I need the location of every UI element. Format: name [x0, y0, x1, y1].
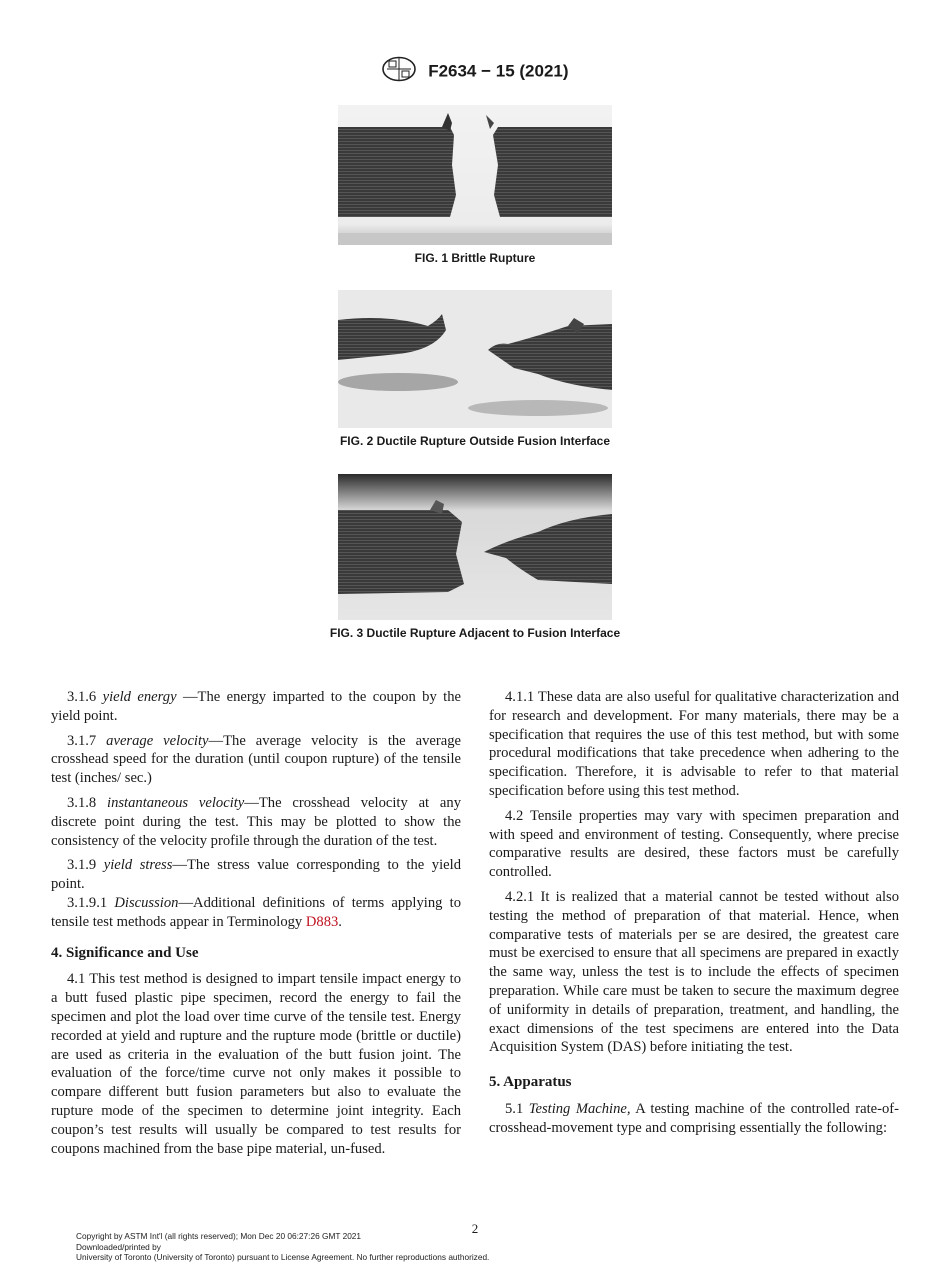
- para-3-1-6: 3.1.6 yield energy —The energy imparted to the coupon by the yield point.: [51, 689, 461, 724]
- astm-logo-icon: [381, 56, 417, 87]
- page-header: [0, 56, 950, 87]
- para-4-1: 4.1 This test method is designed to impart tensile impact energy to a butt fused plastic pipe specimen, record the energy to fail the specimen and plot the load over time curve of the tensile test. Energy recorded at yield and rupture and the rupture mode (brittle or ductile) are used as criteria in the evaluation of the butt fusion joint. The evaluation of the force/time curve not only makes it possible to compare different butt fusion parameters but also to evaluate the rupture mode of the specimen to determine joint integrity. Each coupon’s test results will usually be compared to test results for coupons machined from the base pipe material, un-fused.: [51, 971, 461, 1157]
- figure-2-photo: [338, 290, 612, 428]
- figure-3-caption: FIG. 3 Ductile Rupture Adjacent to Fusion Interface: [329, 626, 621, 640]
- d883-link[interactable]: D883: [305, 913, 339, 930]
- figure-3-photo: [338, 474, 612, 620]
- footer-line-3: University of Toronto (University of Toronto) pursuant to License Agreement. No further reproductions authorized.: [76, 1252, 490, 1262]
- section-5-heading: 5. Apparatus: [489, 1074, 572, 1091]
- right-column: [489, 688, 899, 1144]
- left-column: [51, 688, 461, 1164]
- para-3-1-9-1: 3.1.9.1 Discussion—Additional definitions of terms applying to tensile test methods appear in Terminology D883.: [51, 894, 461, 930]
- figure-2-caption: FIG. 2 Ductile Rupture Outside Fusion Interface: [339, 434, 611, 448]
- designation: F2634 − 15 (2021): [428, 61, 569, 81]
- para-3-1-8: 3.1.8 instantaneous velocity—The crosshead velocity at any discrete point during the test. This may be plotted to show the consistency of the velocity profile through the duration of the test.: [51, 794, 462, 849]
- figure-1-photo: [338, 105, 612, 245]
- section-4-heading: 4. Significance and Use: [51, 944, 199, 961]
- para-4-2-1: 4.2.1 It is realized that a material cannot be tested without also testing the method of preparation of that material. Hence, when comparative tests of materials per se are desired, the greatest care must be exercised to ensure that all specimens are prepared in exactly the same way, unless the test is to include the effects of specimen preparation. While care must be taken to secure the maximum degree of uniformity in details of preparation, treatment, and handling, the exact dimensions of the test specimens are entered into the Data Acquisition System (DAS) before initiating the test.: [489, 888, 899, 1056]
- para-5-1: 5.1 Testing Machine, A testing machine of the controlled rate-of-crosshead-movement type and comprising essentially the following:: [489, 1100, 899, 1136]
- copyright-footer: [76, 1231, 489, 1263]
- para-4-1-1: 4.1.1 These data are also useful for qualitative characterization and for research and development. For many materials, there may be a specification that requires the use of this test method, but with some procedural modifications that take precedence when adhering to the specification. Therefore, it is advisable to refer to that material specification before using this test method.: [489, 689, 899, 799]
- footer-line-2: Downloaded/printed by: [76, 1241, 161, 1252]
- para-4-2: 4.2 Tensile properties may vary with specimen preparation and with speed and environment of testing. Consequently, where precise comparative results are desired, these factors must be carefully controlled.: [489, 807, 899, 881]
- page-number: 2: [471, 1221, 479, 1236]
- para-3-1-9: 3.1.9 yield stress—The stress value corresponding to the yield point.: [51, 857, 461, 893]
- para-3-1-7: 3.1.7 average velocity—The average velocity is the average crosshead speed for the duration (until coupon rupture) of the tensile test (inches/ sec.): [51, 732, 461, 787]
- figure-1-caption: FIG. 1 Brittle Rupture: [414, 251, 536, 265]
- footer-line-1: Copyright by ASTM Int'l (all rights reserved); Mon Dec 20 06:27:26 GMT 2021: [76, 1231, 362, 1241]
